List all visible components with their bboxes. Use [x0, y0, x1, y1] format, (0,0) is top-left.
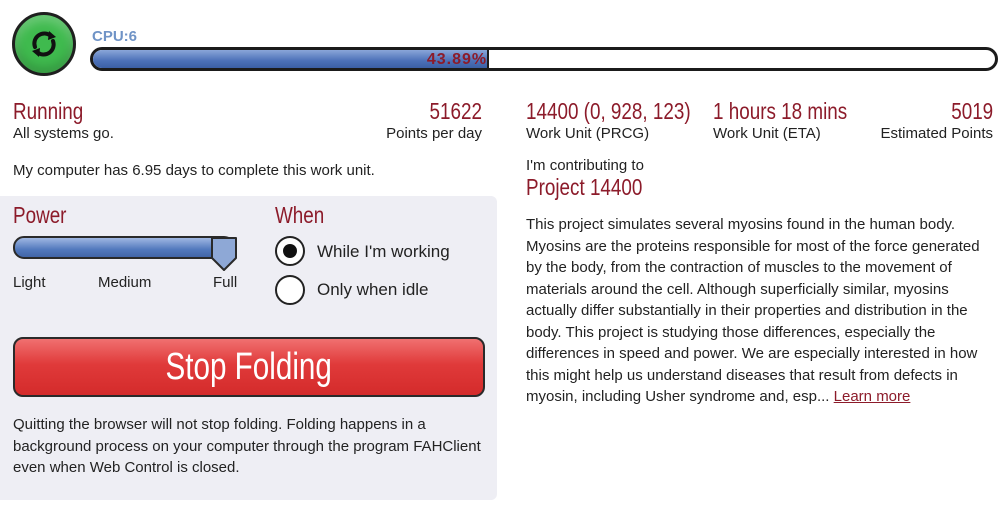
radio-label-while-working[interactable]: While I'm working: [317, 242, 450, 261]
power-level-full[interactable]: Full: [213, 274, 238, 291]
power-level-light[interactable]: Light: [13, 274, 46, 291]
points-label: Estimated Points: [880, 125, 993, 142]
radio-selected-dot: [283, 244, 297, 258]
ppd-value: 51622: [429, 98, 482, 124]
work-unit-label: Work Unit (PRCG): [526, 125, 650, 142]
progress-text: 43.89%: [426, 51, 488, 68]
quit-note: Quitting the browser will not stop folding. Folding happens in a background process on your computer through the program FAHClient even when Web Control is closed.: [13, 416, 481, 476]
power-heading: Power: [13, 202, 67, 228]
eta-label: Work Unit (ETA): [713, 125, 821, 142]
points-value: 5019: [951, 98, 993, 124]
deadline-text: My computer has 6.95 days to complete this work unit.: [13, 162, 375, 179]
work-unit-value: 14400 (0, 928, 123): [526, 98, 691, 124]
contributing-label: I'm contributing to: [526, 157, 644, 174]
cpu-label: CPU:6: [92, 28, 138, 45]
radio-label-only-idle[interactable]: Only when idle: [317, 280, 429, 299]
refresh-button[interactable]: [12, 12, 76, 76]
project-description-text: This project simulates several myosins found in the human body. Myosins are the proteins responsible for most of the force generated by the body, from the contraction of muscles to the movement of materials around the cell. Although superficially similar, myosins actually differ substantially in their properties and distribution in the body. This project is studying those differences, especially the differences in speed and power. We are especially interested in how this might help us understand diseases that result from defects in myosin, including Usher syndrome and, esp...: [526, 216, 980, 405]
project-description: [526, 214, 996, 408]
power-slider-thumb[interactable]: [210, 236, 238, 272]
refresh-icon: [27, 27, 61, 61]
eta-value: 1 hours 18 mins: [713, 98, 848, 124]
status-title: Running: [13, 98, 84, 124]
power-slider-track[interactable]: [13, 236, 235, 259]
stop-folding-label: Stop Folding: [165, 345, 333, 388]
radio-while-working[interactable]: [275, 236, 305, 266]
when-heading: When: [275, 202, 325, 228]
stop-folding-button[interactable]: [13, 337, 485, 397]
progress-bar: [90, 47, 998, 71]
ppd-label: Points per day: [386, 125, 482, 142]
learn-more-link[interactable]: Learn more: [833, 388, 911, 405]
power-level-medium[interactable]: Medium: [98, 274, 152, 291]
status-subtitle: All systems go.: [13, 125, 114, 142]
project-title: Project 14400: [526, 174, 643, 200]
radio-only-idle[interactable]: [275, 275, 305, 305]
